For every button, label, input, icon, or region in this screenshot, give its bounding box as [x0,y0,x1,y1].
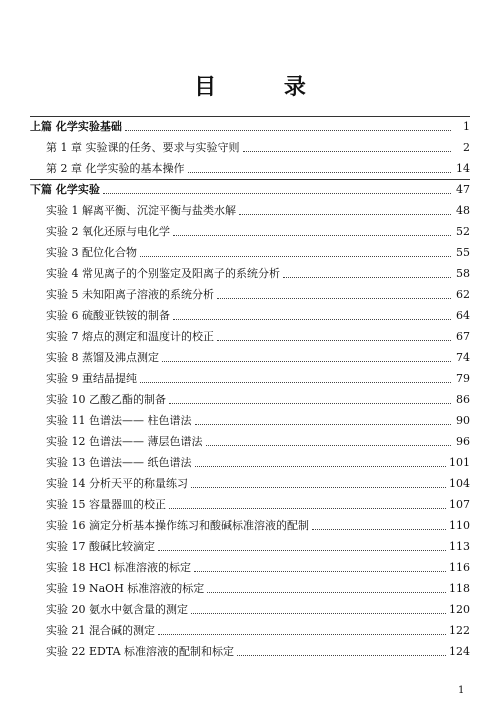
leader-dots [217,297,451,299]
toc-entry-page: 90 [456,414,470,427]
toc-entry-label: 实验 4 常见离子的个别鉴定及阳离子的系统分析 [46,267,280,280]
toc-entry[interactable] [46,244,470,260]
toc-entry-label: 实验 20 氨水中氨含量的测定 [46,603,188,616]
leader-dots [195,465,447,467]
toc-entry[interactable] [46,559,470,575]
leader-dots [237,654,446,656]
leader-dots [206,444,452,446]
leader-dots [191,612,446,614]
toc-entry-page: 101 [449,456,470,469]
toc-entry[interactable] [46,601,470,617]
toc-entry-page: 124 [449,645,470,658]
section-rule [30,116,470,117]
toc-entry-page: 58 [456,267,470,280]
toc-entry-label: 实验 22 EDTA 标准溶液的配制和标定 [46,645,235,658]
toc-entry-page: 118 [449,582,470,595]
toc-entry-label: 实验 10 乙酸乙酯的制备 [46,393,166,406]
toc-entry[interactable] [46,454,470,470]
toc-entry[interactable] [46,202,470,218]
toc-entry[interactable] [46,475,470,491]
toc-entry[interactable] [46,622,470,638]
toc-entry-label: 实验 6 硫酸亚铁铵的制备 [46,309,170,322]
leader-dots [217,339,451,341]
toc-entry[interactable] [46,580,470,596]
toc-entry-label: 实验 15 容量器皿的校正 [46,498,166,511]
toc-entry-label: 实验 16 滴定分析基本操作练习和酸碱标准溶液的配制 [46,519,309,532]
toc-entry-label: 下篇 化学实验 [30,183,100,196]
leader-dots [194,570,446,572]
toc-entry-page: 120 [449,603,470,616]
toc-entry[interactable] [46,265,470,281]
toc-entry-page: 79 [456,372,470,385]
toc-entry-page: 107 [449,498,470,511]
toc-entry-page: 116 [449,561,470,574]
toc-entry[interactable] [46,328,470,344]
leader-dots [191,486,446,488]
toc-entry-page: 67 [456,330,470,343]
toc-entry-page: 2 [463,141,470,154]
toc-entry-label: 实验 8 蒸馏及沸点测定 [46,351,159,364]
section-rule [30,179,470,180]
toc-entry-label: 实验 2 氧化还原与电化学 [46,225,170,238]
toc-entry-label: 实验 3 配位化合物 [46,246,137,259]
leader-dots [173,318,451,320]
leader-dots [283,276,451,278]
toc-entry-page: 55 [456,246,470,259]
toc-entry-page: 110 [449,519,470,532]
toc-entry-page: 104 [449,477,470,490]
toc-entry[interactable] [30,118,470,134]
toc-entry[interactable] [46,307,470,323]
toc-entry-label: 第 1 章 实验课的任务、要求与实验守则 [46,141,240,154]
toc-entry-label: 实验 18 HCl 标准溶液的标定 [46,561,192,574]
toc-entry-label: 实验 21 混合碱的测定 [46,624,155,637]
toc-entry-page: 62 [456,288,470,301]
toc-entry-page: 113 [449,540,470,553]
leader-dots [125,129,451,131]
leader-dots [158,549,446,551]
toc-entry-page: 64 [456,309,470,322]
toc-entry-label: 实验 9 重结晶提纯 [46,372,137,385]
leader-dots [312,528,446,530]
toc-entry-label: 实验 12 色谱法—— 薄层色谱法 [46,435,203,448]
toc-entry[interactable] [46,370,470,386]
leader-dots [188,171,452,173]
toc-entry-label: 实验 13 色谱法—— 纸色谱法 [46,456,192,469]
toc-entry-page: 74 [456,351,470,364]
toc-entry[interactable] [46,139,470,155]
toc-entry-page: 47 [456,183,470,196]
leader-dots [173,234,451,236]
toc-entry-page: 52 [456,225,470,238]
toc-entry[interactable] [46,517,470,533]
toc-entry[interactable] [46,496,470,512]
toc-entry-page: 96 [456,435,470,448]
toc-entry[interactable] [46,643,470,659]
leader-dots [140,381,451,383]
leader-dots [207,591,446,593]
toc-entry-page: 122 [449,624,470,637]
toc-entry-label: 实验 7 熔点的测定和温度计的校正 [46,330,214,343]
toc-entry[interactable] [46,538,470,554]
toc-entry[interactable] [46,391,470,407]
leader-dots [243,150,452,152]
toc-entry-page: 48 [456,204,470,217]
toc-entry-page: 86 [456,393,470,406]
toc-entry[interactable] [30,181,470,197]
toc-entry[interactable] [46,349,470,365]
toc-entry[interactable] [46,223,470,239]
leader-dots [103,192,451,194]
toc-entry[interactable] [46,160,470,176]
toc-entry-label: 第 2 章 化学实验的基本操作 [46,162,185,175]
leader-dots [195,423,452,425]
page-title: 目 录 [194,75,336,100]
toc-entry-page: 1 [463,120,470,133]
toc-entry-label: 上篇 化学实验基础 [30,120,122,133]
leader-dots [140,255,451,257]
toc-entry-label: 实验 5 未知阳离子溶液的系统分析 [46,288,214,301]
leader-dots [162,360,451,362]
toc-entry-label: 实验 19 NaOH 标准溶液的标定 [46,582,205,595]
leader-dots [169,402,451,404]
toc-entry-label: 实验 11 色谱法—— 柱色谱法 [46,414,192,427]
leader-dots [169,507,446,509]
toc-entry-page: 14 [456,162,470,175]
leader-dots [239,213,451,215]
toc-entry[interactable] [46,286,470,302]
toc-entry-label: 实验 14 分析天平的称量练习 [46,477,188,490]
toc-entry[interactable] [46,412,470,428]
toc-entry-label: 实验 17 酸碱比较滴定 [46,540,155,553]
leader-dots [158,633,446,635]
toc-entry[interactable] [46,433,470,449]
page-number: 1 [458,685,465,696]
toc-entry-label: 实验 1 解离平衡、沉淀平衡与盐类水解 [46,204,236,217]
